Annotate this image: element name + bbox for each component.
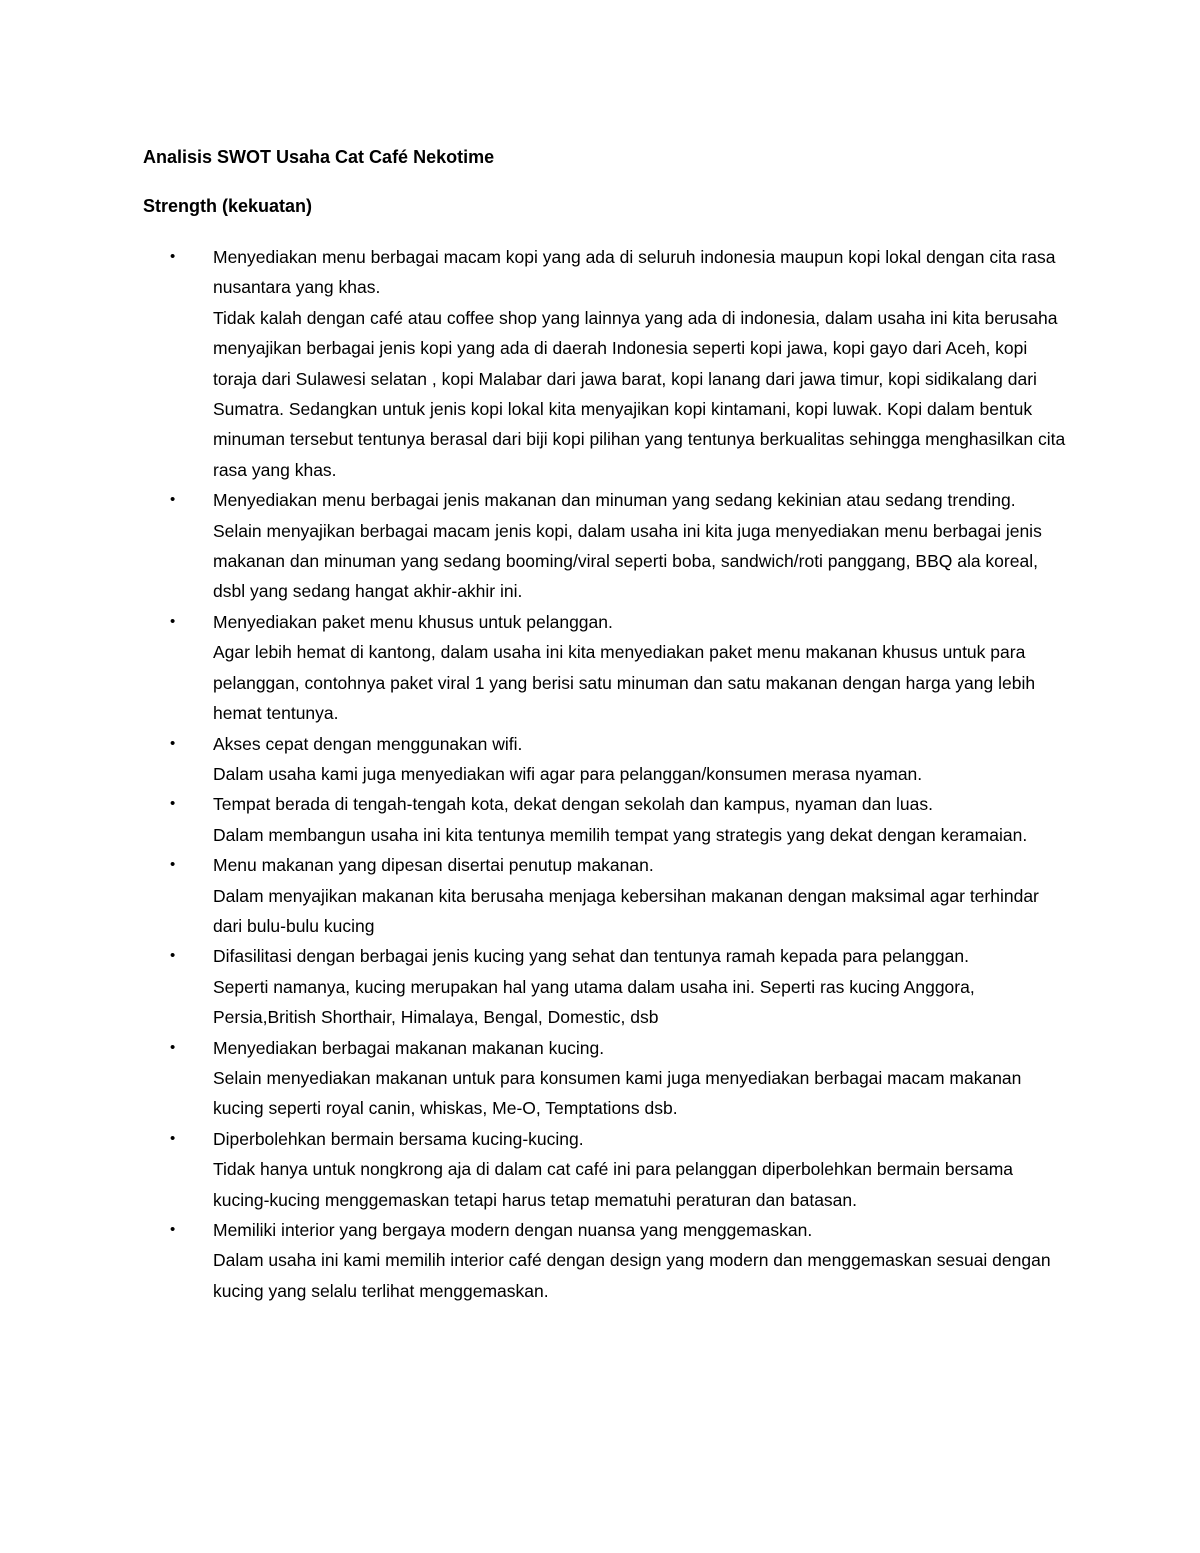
list-item [170, 607, 1070, 729]
item-title: Diperbolehkan bermain bersama kucing-kucing. [213, 1128, 584, 1149]
bullet-icon: • [170, 1038, 176, 1056]
bullet-icon: • [170, 248, 176, 265]
list-item [170, 789, 1070, 850]
item-description: Dalam usaha kami juga menyediakan wifi agar para pelanggan/konsumen merasa nyaman. [213, 763, 923, 784]
bullet-icon: • [170, 734, 176, 752]
item-title: Menu makanan yang dipesan disertai penutup makanan. [213, 855, 654, 876]
document-title: Analisis SWOT Usaha Cat Café Nekotime [143, 147, 495, 167]
list-item [170, 941, 1070, 1032]
bullet-icon: • [170, 795, 176, 813]
item-title: Tempat berada di tengah-tengah kota, dekat dengan sekolah dan kampus, nyaman dan luas. [213, 794, 933, 815]
bullet-icon: • [170, 612, 176, 630]
list-item [170, 485, 1070, 607]
item-description: Dalam membangun usaha ini kita tentunya memilih tempat yang strategis yang dekat dengan keramaian. [213, 824, 1028, 845]
strength-list [170, 242, 1070, 1306]
item-description: Dalam menyajikan makanan kita berusaha menjaga kebersihan makanan dengan maksimal agar terhindar dari bulu-bulu kucing [213, 885, 1039, 936]
list-item [170, 850, 1070, 941]
bullet-icon: • [170, 1129, 176, 1147]
list-item [170, 242, 1070, 485]
bullet-icon: • [170, 491, 176, 509]
item-title: Akses cepat dengan menggunakan wifi. [213, 733, 523, 754]
item-title: Menyediakan paket menu khusus untuk pelanggan. [213, 611, 613, 632]
item-description: Dalam usaha ini kami memilih interior café dengan design yang modern dan menggemaskan sesuai dengan kucing yang selalu terlihat menggemaskan. [213, 1250, 1051, 1301]
list-item [170, 1033, 1070, 1124]
item-title: Memiliki interior yang bergaya modern dengan nuansa yang menggemaskan. [213, 1220, 813, 1240]
item-title: Difasilitasi dengan berbagai jenis kucing yang sehat dan tentunya ramah kepada para pelanggan. [213, 946, 969, 967]
bullet-icon: • [170, 947, 176, 965]
list-item [170, 1124, 1070, 1215]
item-title: Menyediakan berbagai makanan makanan kucing. [213, 1037, 605, 1058]
bullet-icon: • [170, 856, 176, 874]
section-heading-strength: Strength (kekuatan) [143, 196, 313, 216]
list-item [170, 1215, 1070, 1306]
list-item [170, 729, 1070, 790]
item-title: Menyediakan menu berbagai macam kopi yang ada di seluruh indonesia maupun kopi lokal dengan cita rasa nusantara yang khas. [213, 247, 1056, 298]
item-description: Tidak hanya untuk nongkrong aja di dalam cat café ini para pelanggan diperbolehkan bermain bersama kucing-kucing menggemaskan tetapi harus tetap mematuhi peraturan dan batasan. [213, 1159, 1014, 1210]
item-description: Agar lebih hemat di kantong, dalam usaha ini kita menyediakan paket menu makanan khusus untuk para pelanggan, contohnya paket viral 1 yang berisi satu minuman dan satu makanan dengan harga yang lebih hemat tentunya. [213, 642, 1036, 724]
item-description: Selain menyediakan makanan untuk para konsumen kami juga menyediakan berbagai macam makanan kucing seperti royal canin, whiskas, Me-O, Temptations dsb. [213, 1067, 1022, 1119]
item-title: Menyediakan menu berbagai jenis makanan dan minuman yang sedang kekinian atau sedang trending. [213, 490, 1016, 511]
bullet-icon: • [170, 1221, 176, 1238]
item-description: Tidak kalah dengan café atau coffee shop yang lainnya yang ada di indonesia, dalam usaha ini kita berusaha menyajikan berbagai jenis kopi yang ada di daerah Indonesia seperti kopi jawa, kopi gayo dari Aceh, kopi toraja dari Sulawesi selatan , kopi Malabar dari jawa barat, kopi lanang dari jawa timur, kopi sidikalang dari Sumatra. Sedangkan untuk jenis kopi lokal kita menyajikan kopi kintamani, kopi luwak. Kopi dalam bentuk minuman tersebut tentunya berasal dari biji kopi pilihan yang tentunya berkualitas sehingga menghasilkan cita rasa yang khas. [213, 307, 1066, 480]
item-description: Seperti namanya, kucing merupakan hal yang utama dalam usaha ini. Seperti ras kucing Anggora, Persia,British Shorthair, Himalaya, Bengal, Domestic, dsb [213, 976, 975, 1028]
item-description: Selain menyajikan berbagai macam jenis kopi, dalam usaha ini kita juga menyediakan menu berbagai jenis makanan dan minuman yang sedang booming/viral seperti boba, sandwich/roti panggang, BBQ ala koreal, dsbl yang sedang hangat akhir-akhir ini. [213, 520, 1042, 602]
